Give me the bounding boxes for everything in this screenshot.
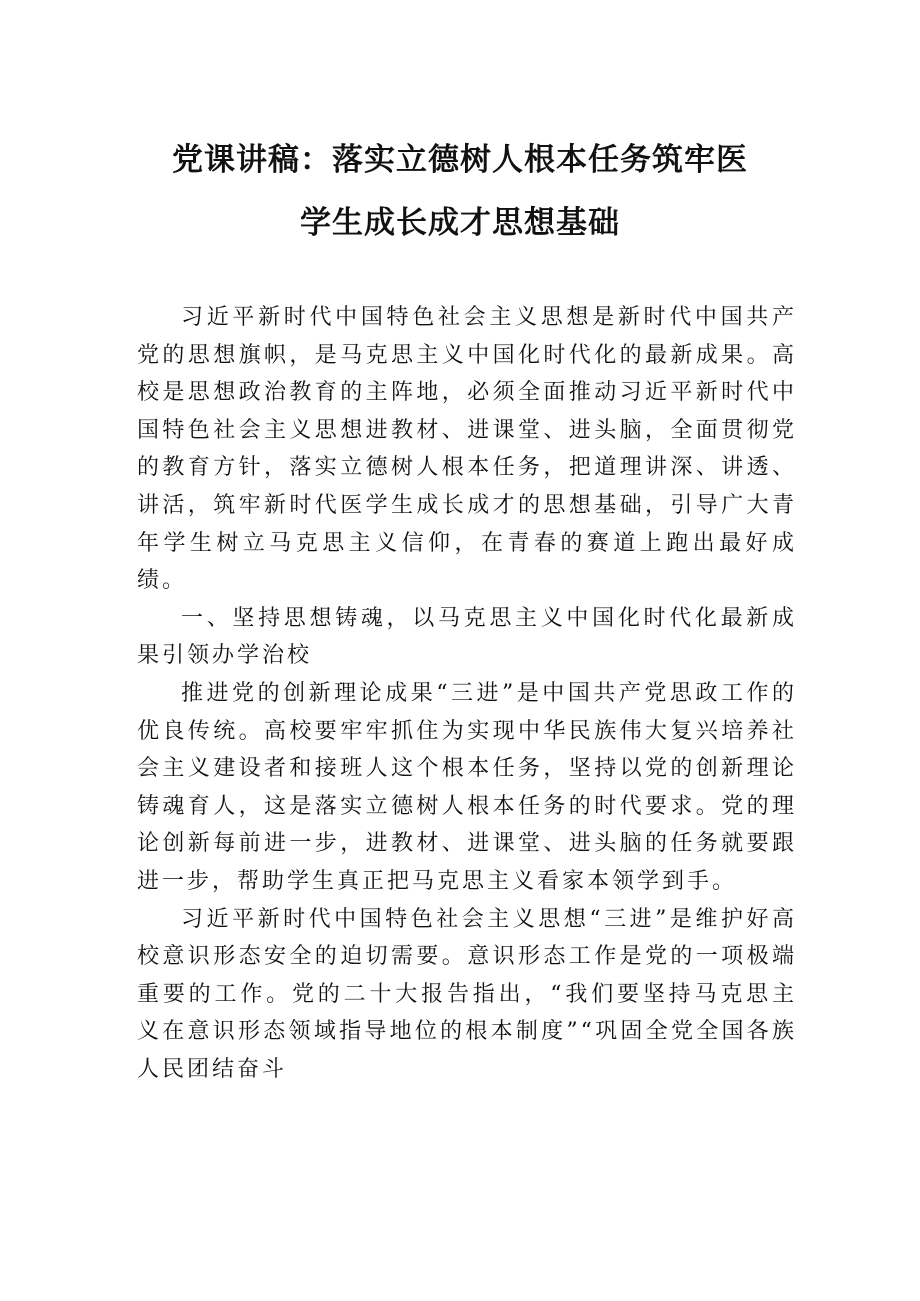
section-heading-1: 一、坚持思想铸魂，以马克思主义中国化时代化最新成果引领办学治校 [137,605,797,669]
document-body [137,299,797,1088]
paragraph-section-1-b: 习近平新时代中国特色社会主义思想“三进”是维护好高校意识形态安全的迫切需要。意识形态工作是党的一项极端重要的工作。党的二十大报告指出，“我们要坚持马克思主义在意识形态领域指导地位的根本制度”“巩固全党全国各族人民团结奋斗 [137,906,797,1082]
document-title-line-2: 学生成长成才思想基础 [300,205,620,241]
paragraph-intro: 习近平新时代中国特色社会主义思想是新时代中国共产党的思想旗帜，是马克思主义中国化时代化的最新成果。高校是思想政治教育的主阵地，必须全面推动习近平新时代中国特色社会主义思想进教材、进课堂、进头脑，全面贯彻党的教育方针，落实立德树人根本任务，把道理讲深、讲透、讲活，筑牢新时代医学生成长成才的思想基础，引导广大青年学生树立马克思主义信仰，在青春的赛道上跑出最好成绩。 [137,305,797,594]
paragraph-section-1-a: 推进党的创新理论成果“三进”是中国共产党思政工作的优良传统。高校要牢牢抓住为实现中华民族伟大复兴培养社会主义建设者和接班人这个根本任务，坚持以党的创新理论铸魂育人，这是落实立德树人根本任务的时代要求。党的理论创新每前进一步，进教材、进课堂、进头脑的任务就要跟进一步，帮助学生真正把马克思主义看家本领学到手。 [137,680,797,894]
document-title-line-1: 党课讲稿：落实立德树人根本任务筑牢医 [172,142,748,178]
